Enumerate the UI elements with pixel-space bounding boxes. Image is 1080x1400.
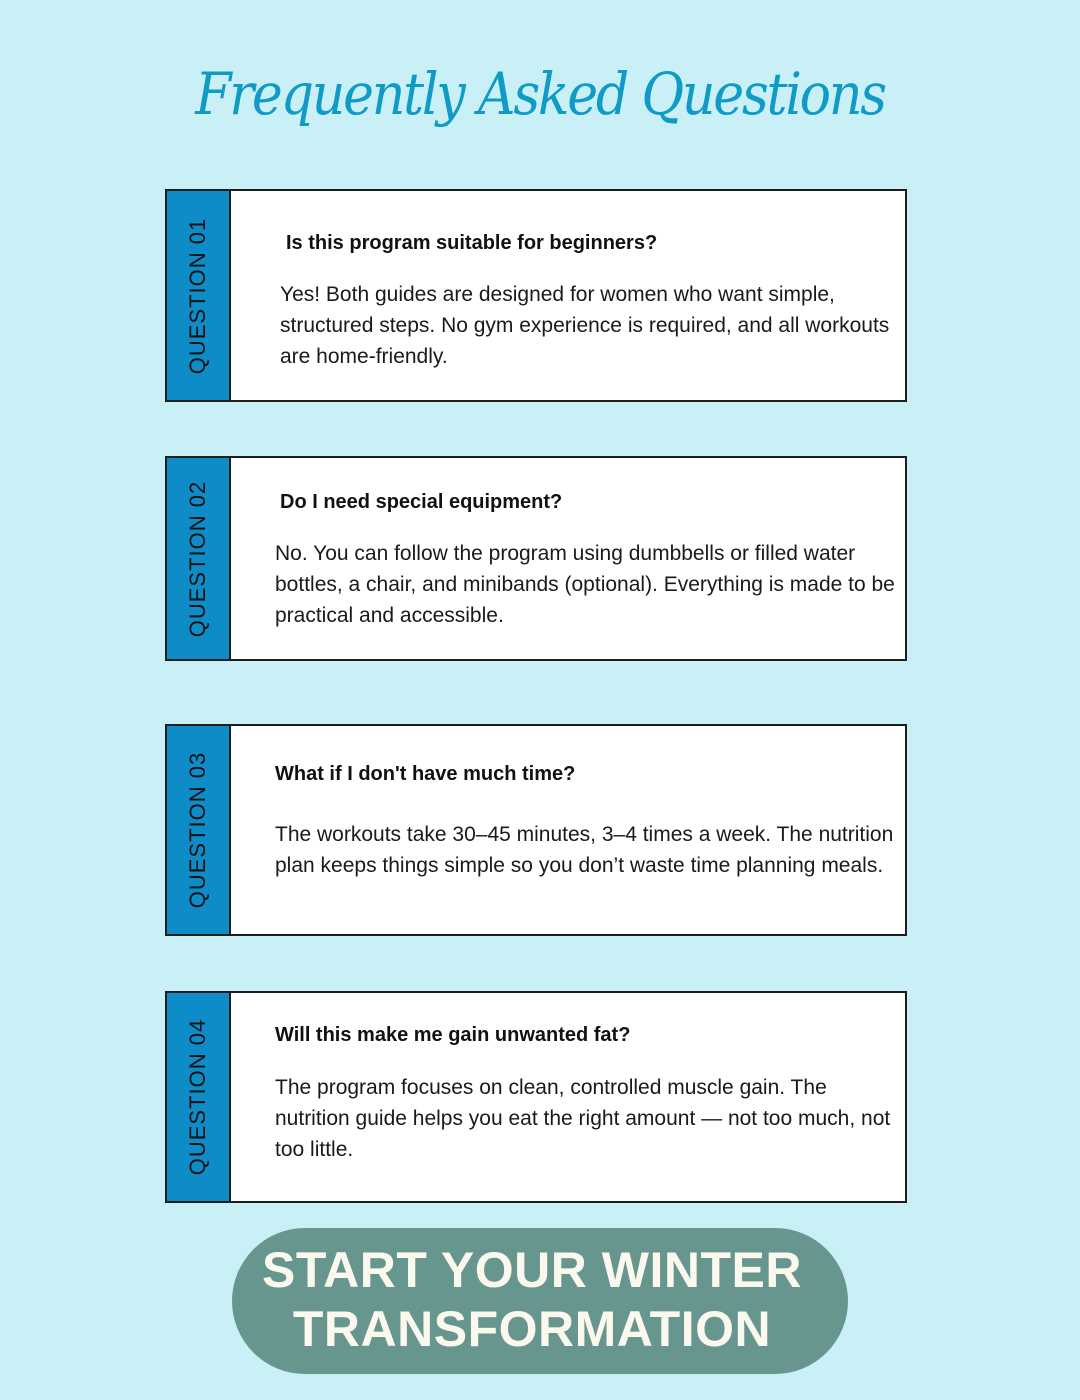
faq-answer: Yes! Both guides are designed for women who want simple, structured steps. No gym experience is required, and all workouts are home-friendly. xyxy=(280,283,890,368)
question-tab xyxy=(167,993,231,1201)
faq-answer: No. You can follow the program using dumbbells or filled water bottles, a chair, and minibands (optional). Everything is made to be practical and accessible. xyxy=(275,542,895,627)
question-tab xyxy=(167,726,231,934)
faq-answer: The program focuses on clean, controlled muscle gain. The nutrition guide helps you eat the right amount — not too much, not too little. xyxy=(275,1076,891,1161)
start-transformation-button[interactable] xyxy=(232,1228,848,1374)
faq-card[interactable] xyxy=(165,991,907,1203)
faq-card[interactable] xyxy=(165,724,907,936)
question-number-label: QUESTION 01 xyxy=(185,217,210,374)
question-number-label: QUESTION 02 xyxy=(185,480,210,637)
faq-card[interactable] xyxy=(165,456,907,661)
faq-question: Is this program suitable for beginners? xyxy=(286,232,658,254)
faq-card[interactable] xyxy=(165,189,907,402)
cta-line-1: START YOUR WINTER xyxy=(262,1242,802,1298)
faq-answer: The workouts take 30–45 minutes, 3–4 times a week. The nutrition plan keeps things simple so you don’t waste time planning meals. xyxy=(275,823,894,877)
question-number-label: QUESTION 04 xyxy=(185,1018,210,1176)
page-title: Frequently Asked Questions xyxy=(195,60,885,128)
question-tab xyxy=(167,191,231,400)
question-number-label: QUESTION 03 xyxy=(185,751,210,909)
question-tab xyxy=(167,458,231,659)
faq-question: Do I need special equipment? xyxy=(280,491,563,513)
cta-line-2: TRANSFORMATION xyxy=(292,1301,772,1357)
faq-question: Will this make me gain unwanted fat? xyxy=(275,1024,631,1046)
faq-question: What if I don't have much time? xyxy=(275,763,576,785)
